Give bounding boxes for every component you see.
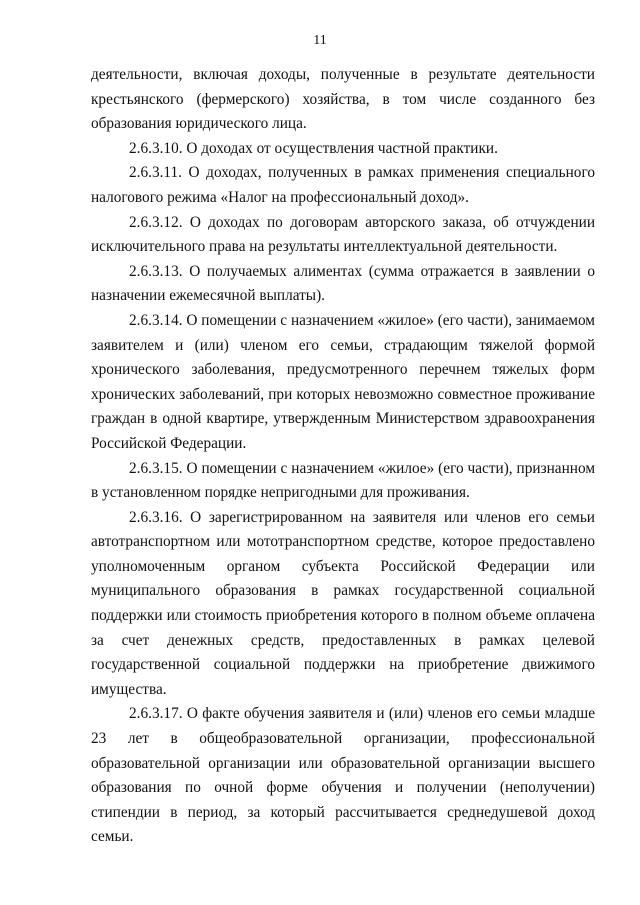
paragraph-2-6-3-16: 2.6.3.16. О зарегистрированном на заявителя или членов его семьи автотранспортном или мототранспортном средстве, которое предоставлено уполномоченным органом субъекта Российской Федерации или муниципального образования в рамках государственной социальной поддержки или стоимость приобретения которого в полном объеме оплачена за счет денежных средств, предоставленных в рамках целевой государственной социальной поддержки на приобретение движимого имущества.: [91, 508, 595, 698]
document-body: [91, 63, 595, 850]
paragraph-2-6-3-12: 2.6.3.12. О доходах по договорам авторского заказа, об отчуждении исключительного права на результаты интеллектуальной деятельности.: [91, 213, 595, 256]
paragraph-continuation: деятельности, включая доходы, полученные в результате деятельности крестьянского (фермерского) хозяйства, в том числе созданного без образования юридического лица.: [91, 66, 595, 133]
paragraph-2-6-3-13: 2.6.3.13. О получаемых алиментах (сумма отражается в заявлении о назначении ежемесячной выплаты).: [91, 262, 595, 305]
paragraph-2-6-3-17: 2.6.3.17. О факте обучения заявителя и (или) членов его семьи младше 23 лет в общеобразовательной организации, профессиональной образовательной организации или образовательной организации высшего образования по очной форме обучения и получении (неполучении) стипендии в период, за который рассчитывается среднедушевой доход семьи.: [91, 705, 595, 846]
paragraph-2-6-3-14: 2.6.3.14. О помещении с назначением «жилое» (его части), занимаемом заявителем и (или) членом его семьи, страдающим тяжелой формой хронического заболевания, предусмотренного перечнем тяжелых форм хронических заболеваний, при которых невозможно совместное проживание граждан в одной квартире, утвержденным Министерством здравоохранения Российской Федерации.: [91, 311, 595, 452]
paragraph-2-6-3-15: 2.6.3.15. О помещении с назначением «жилое» (его части), признанном в установленном порядке непригодными для проживания.: [91, 459, 595, 502]
paragraph-2-6-3-11: 2.6.3.11. О доходах, полученных в рамках применения специального налогового режима «Налог на профессиональный доход».: [91, 164, 595, 206]
page-number: 11: [313, 33, 327, 48]
paragraph-2-6-3-10: 2.6.3.10. О доходах от осуществления частной практики.: [129, 139, 498, 157]
